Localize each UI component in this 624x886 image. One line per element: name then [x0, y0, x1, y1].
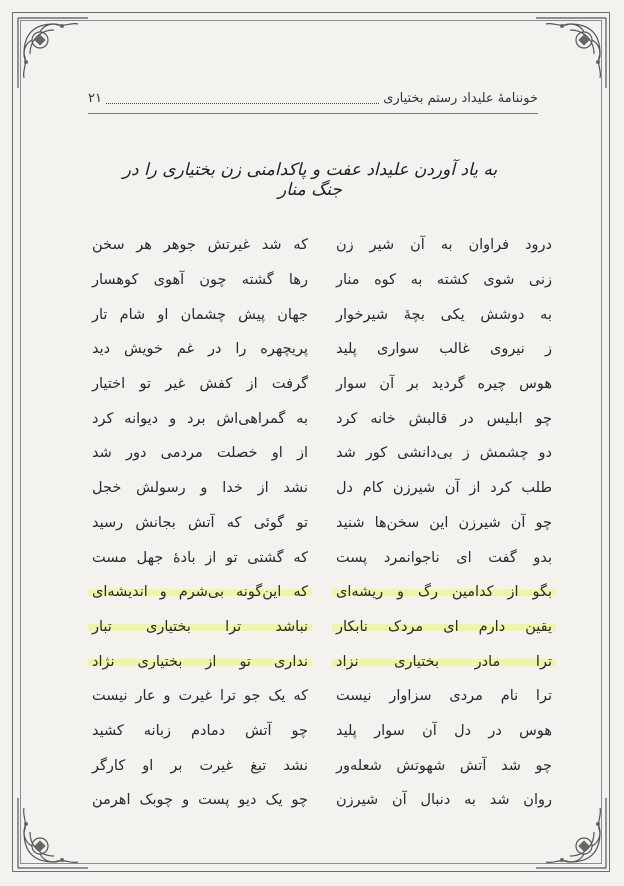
verse-hemistich-right: هوس در دل آن سوار پلید: [336, 722, 552, 739]
verse: [92, 644, 552, 679]
verse: [92, 263, 552, 298]
verse-hemistich-left: پریچهره را در غم خویش دید: [92, 341, 308, 358]
verse-hemistich-right: هوس چیره گردید بر آن سوار: [336, 376, 552, 393]
verse-hemistich-right: ترا مادر بختیاری نزاد: [336, 653, 552, 670]
corner-ornament-icon: [14, 794, 92, 872]
verse-hemistich-right: دو چشمش ز بی‌دانشی کور شد: [336, 445, 552, 462]
verse-hemistich-left: که شد غیرتش جوهر هر سخن: [92, 237, 308, 254]
verse: [92, 748, 552, 783]
verse-hemistich-right: به دوشش یکی بچۀ شیرخوار: [336, 306, 552, 323]
verse-hemistich-left: رها گشته چون آهوی کوهسار: [92, 272, 308, 289]
running-header: [88, 86, 538, 110]
verse-hemistich-left: نداری تو از بختیاری نژاد: [92, 653, 308, 670]
verse-hemistich-left: گرفت از کفش غیر تو اختیار: [92, 376, 308, 393]
leader-dots: [106, 93, 379, 104]
verse: [92, 679, 552, 714]
verse: [92, 575, 552, 610]
verse-hemistich-left: تو گوئی که آتش بجانش رسید: [92, 514, 308, 531]
verse-hemistich-right: بدو گفت ای ناجوانمرد پست: [336, 549, 552, 566]
verse-hemistich-left: که یک جو ترا غیرت و عار نیست: [92, 688, 308, 705]
verse: [92, 540, 552, 575]
verse: [92, 714, 552, 749]
book-title: خوننامۀ علیداد رستم بختیاری: [383, 90, 538, 106]
page-number: ۲۱: [88, 90, 102, 106]
verse-hemistich-right: چو آن شیرزن این سخن‌ها شنید: [336, 514, 552, 531]
verse-hemistich-right: بگو از کدامین رگ و ریشه‌ای: [336, 584, 552, 601]
verse-hemistich-right: ز نیروی غالب سواری پلید: [336, 341, 552, 358]
verse-hemistich-left: چو یک دیو پست و چوبک اهرمن: [92, 792, 308, 809]
verse-hemistich-left: چو آتش دمادم زبانه کشید: [92, 722, 308, 739]
verse-hemistich-right: چو شد آتش شهوتش شعله‌ور: [336, 757, 552, 774]
verse: [92, 367, 552, 402]
verse-hemistich-right: زنی شوی کشته به کوه منار: [336, 272, 552, 289]
verse: [92, 297, 552, 332]
verse-hemistich-left: که گشتی تو از بادۀ جهل مست: [92, 549, 308, 566]
verse-hemistich-right: روان شد به دنبال آن شیرزن: [336, 792, 552, 809]
verse-hemistich-left: نشد از خدا و رسولش خجل: [92, 480, 308, 497]
verse-hemistich-right: یقین دارم ای مردک نابکار: [336, 618, 552, 635]
verse-hemistich-right: درود فراوان به آن شیر زن: [336, 237, 552, 254]
corner-ornament-icon: [532, 14, 610, 92]
poem: [92, 228, 552, 818]
corner-ornament-icon: [14, 14, 92, 92]
verse: [92, 332, 552, 367]
verse-hemistich-right: ترا نام مردی سزاوار نیست: [336, 688, 552, 705]
verse-hemistich-left: نشد تیغ غیرت بر او کارگر: [92, 757, 308, 774]
verse-hemistich-left: از او خصلت مردمی دور شد: [92, 445, 308, 462]
verse: [92, 783, 552, 818]
verse: [92, 228, 552, 263]
verse: [92, 610, 552, 645]
header-divider: [88, 113, 538, 114]
verse-hemistich-left: جهان پیش چشمان او شام تار: [92, 306, 308, 323]
verse: [92, 506, 552, 541]
verse-hemistich-left: به گمراهی‌اش برد و دیوانه کرد: [92, 410, 308, 427]
section-title: به یاد آوردن علیداد عفت و پاکدامنی زن بختیاری را در جنگ منار: [122, 160, 498, 200]
verse-hemistich-right: طلب کرد از آن شیرزن کام دل: [336, 480, 552, 497]
verse: [92, 401, 552, 436]
verse: [92, 436, 552, 471]
verse: [92, 471, 552, 506]
verse-hemistich-left: که این‌گونه بی‌شرم و اندیشه‌ای: [92, 584, 308, 601]
verse-hemistich-left: نباشد ترا بختیاری تبار: [92, 618, 308, 635]
verse-hemistich-right: چو ابلیس در قالبش خانه کرد: [336, 410, 552, 427]
